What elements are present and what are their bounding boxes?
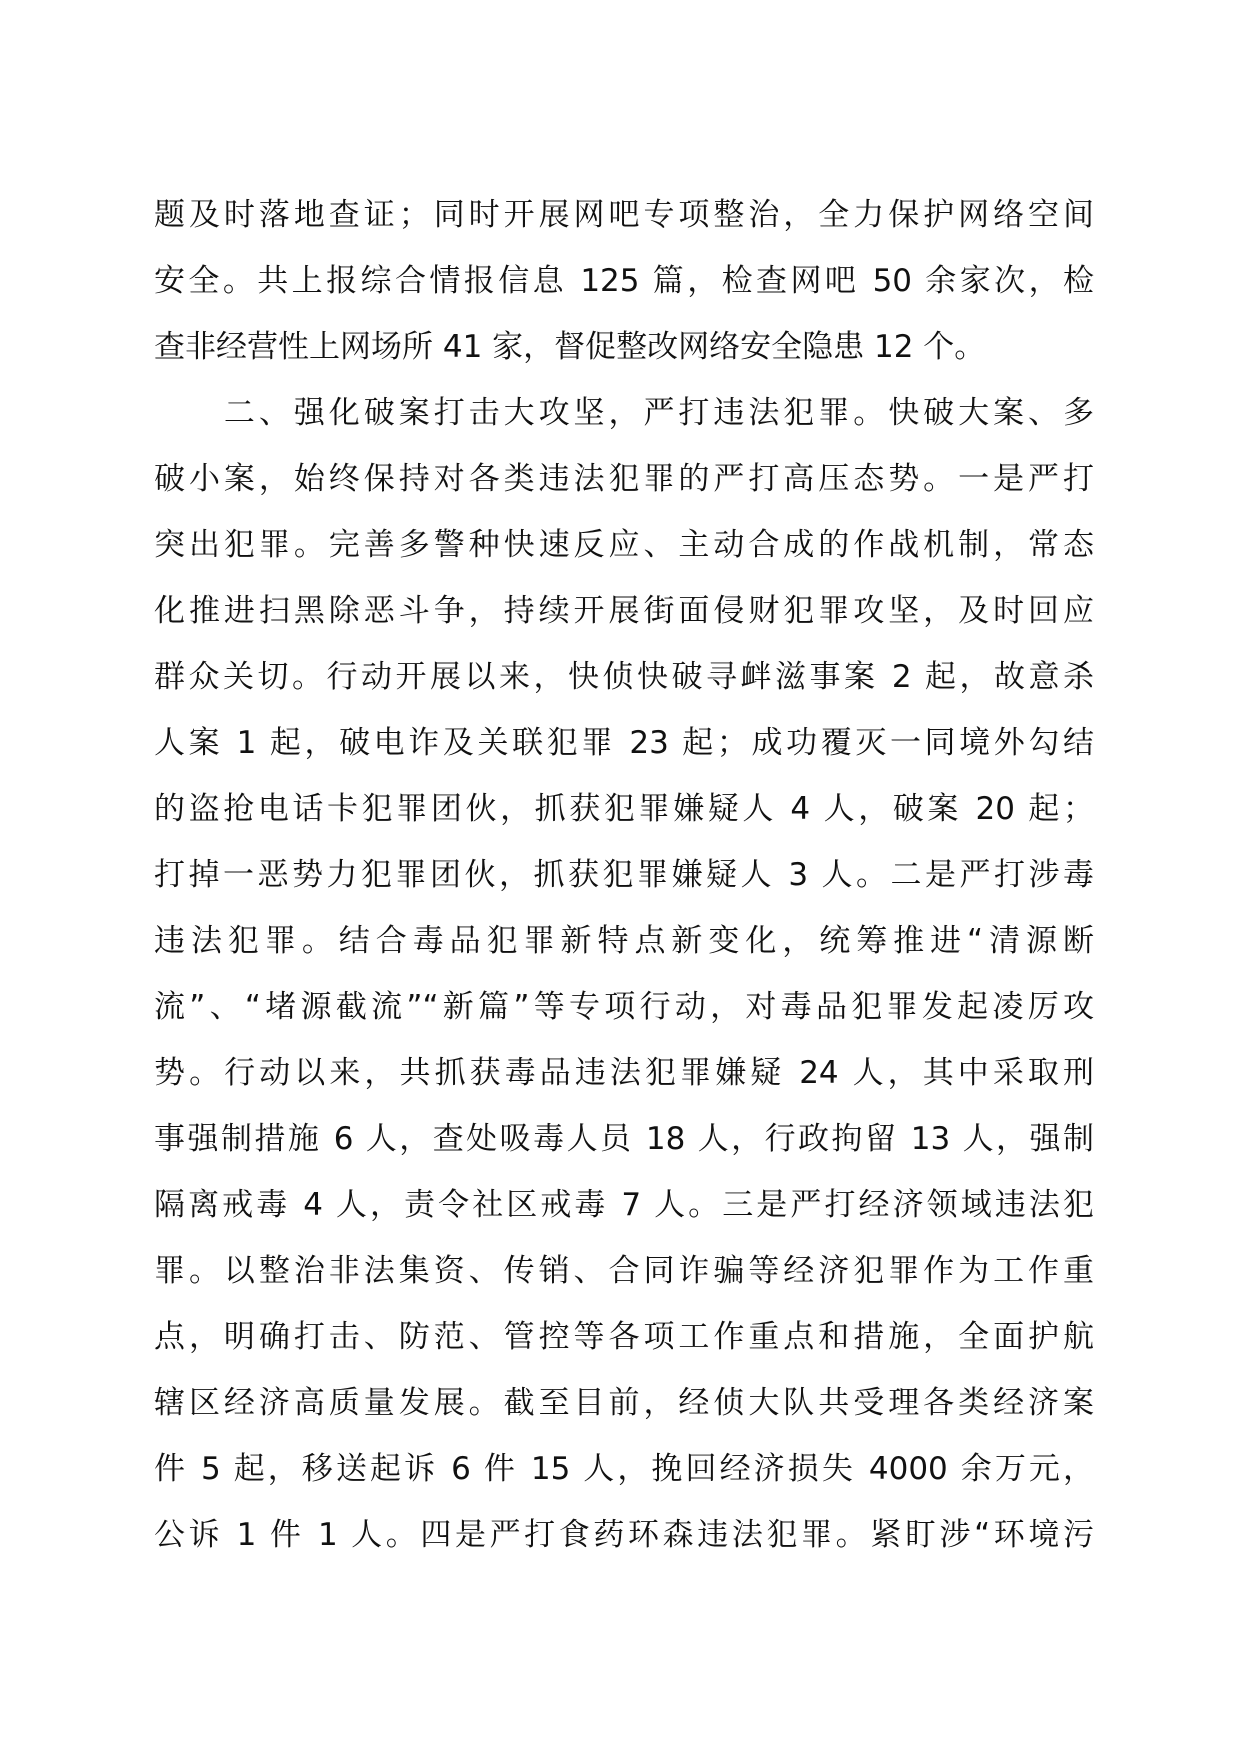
- text-line: 化推进扫黑除恶斗争，持续开展街面侵财犯罪攻坚，及时回应: [154, 593, 1094, 629]
- text-line: 隔离戒毒 4 人，责令社区戒毒 7 人。三是严打经济领域违法犯: [154, 1187, 1094, 1223]
- text-line: 罪。以整治非法集资、传销、合同诈骗等经济犯罪作为工作重: [154, 1253, 1094, 1289]
- text-line: 二、强化破案打击大攻坚，严打违法犯罪。快破大案、多: [154, 395, 1094, 431]
- text-line: 辖区经济高质量发展。截至目前，经侦大队共受理各类经济案: [154, 1385, 1094, 1421]
- text-line: 打掉一恶势力犯罪团伙，抓获犯罪嫌疑人 3 人。二是严打涉毒: [154, 857, 1094, 893]
- text-line: 群众关切。行动开展以来，快侦快破寻衅滋事案 2 起，故意杀: [154, 659, 1094, 695]
- text-line: 流”、“堵源截流”“新篇”等专项行动，对毒品犯罪发起凌厉攻: [154, 989, 1094, 1025]
- text-line: 势。行动以来，共抓获毒品违法犯罪嫌疑 24 人，其中采取刑: [154, 1055, 1094, 1091]
- text-line: 的盗抢电话卡犯罪团伙，抓获犯罪嫌疑人 4 人，破案 20 起；: [154, 791, 1094, 827]
- text-line: 查非经营性上网场所 41 家，督促整改网络安全隐患 12 个。: [154, 329, 986, 365]
- text-line: 破小案，始终保持对各类违法犯罪的严打高压态势。一是严打: [154, 461, 1094, 497]
- text-line: 事强制措施 6 人，查处吸毒人员 18 人，行政拘留 13 人，强制: [154, 1121, 1094, 1157]
- text-line: 点，明确打击、防范、管控等各项工作重点和措施，全面护航: [154, 1319, 1094, 1355]
- text-line: 题及时落地查证；同时开展网吧专项整治，全力保护网络空间: [154, 197, 1094, 233]
- text-line: 件 5 起，移送起诉 6 件 15 人，挽回经济损失 4000 余万元，: [154, 1451, 1094, 1487]
- text-line: 公诉 1 件 1 人。四是严打食药环森违法犯罪。紧盯涉“环境污: [154, 1517, 1094, 1553]
- text-line: 违法犯罪。结合毒品犯罪新特点新变化，统筹推进“清源断: [154, 923, 1094, 959]
- text-line: 安全。共上报综合情报信息 125 篇，检查网吧 50 余家次，检: [154, 263, 1094, 299]
- text-line: 人案 1 起，破电诈及关联犯罪 23 起；成功覆灭一同境外勾结: [154, 725, 1094, 761]
- text-line: 突出犯罪。完善多警种快速反应、主动合成的作战机制，常态: [154, 527, 1094, 563]
